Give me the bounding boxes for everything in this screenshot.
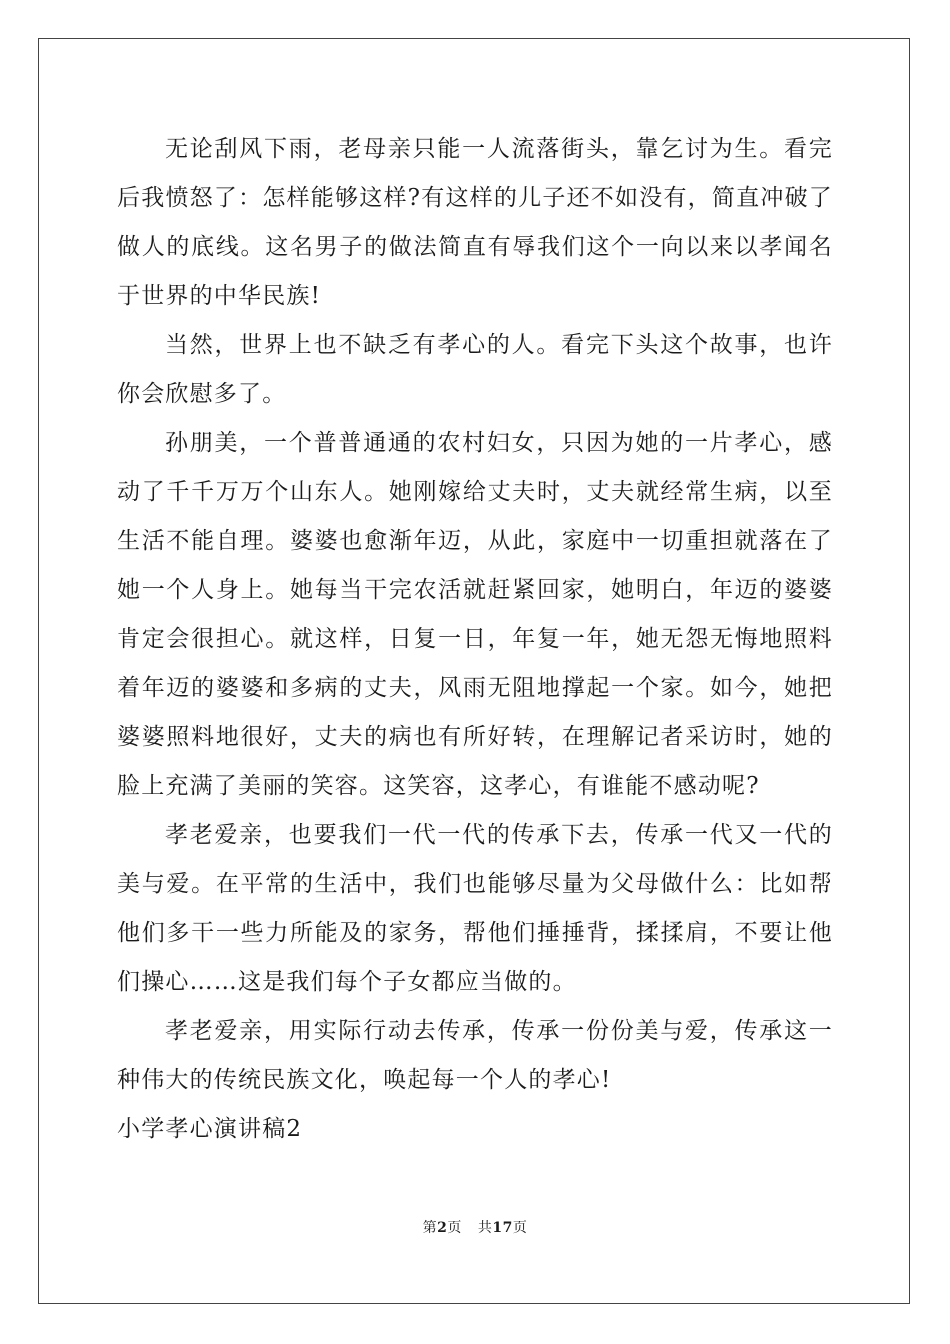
paragraph-3: 孙朋美，一个普普通通的农村妇女，只因为她的一片孝心，感动了千千万万个山东人。她刚嫁给丈夫时，丈夫就经常生病，以至生活不能自理。婆婆也愈渐年迈，从此，家庭中一切重担就落在了她一个人身上。她每当干完农活就赶紧回家，她明白，年迈的婆婆肯定会很担心。就这样，日复一日，年复一年，她无怨无悔地照料着年迈的婆婆和多病的丈夫，风雨无阻地撑起一个家。如今，她把婆婆照料地很好，丈夫的病也有所好转，在理解记者采访时，她的脸上充满了美丽的笑容。这笑容，这孝心，有谁能不感动呢? [117,430,833,799]
paragraph-1: 无论刮风下雨，老母亲只能一人流落街头，靠乞讨为生。看完后我愤怒了：怎样能够这样?有这样的儿子还不如没有，简直冲破了做人的底线。这名男子的做法简直有辱我们这个一向以来以孝闻名于世界的中华民族! [117,136,833,309]
total-pages: 17 [492,1220,513,1236]
page-suffix: 页 [447,1220,462,1236]
total-suffix: 页 [512,1220,528,1236]
paragraph-2: 当然，世界上也不缺乏有孝心的人。看完下头这个故事，也许你会欣慰多了。 [117,332,833,407]
document-body [117,125,833,1154]
page-number: 2 [437,1220,448,1236]
paragraph-5: 孝老爱亲，用实际行动去传承，传承一份份美与爱，传承这一种伟大的传统民族文化，唤起每一个人的孝心! [117,1018,833,1093]
paragraph-4: 孝老爱亲，也要我们一代一代的传承下去，传承一代又一代的美与爱。在平常的生活中，我们也能够尽量为父母做什么：比如帮他们多干一些力所能及的家务，帮他们捶捶背，揉揉肩，不要让他们操心……这是我们每个子女都应当做的。 [117,822,833,995]
page-footer [0,1218,950,1238]
page-prefix: 第 [422,1220,438,1236]
section-heading: 小学孝心演讲稿2 [117,1116,303,1142]
total-prefix: 共 [477,1220,493,1236]
